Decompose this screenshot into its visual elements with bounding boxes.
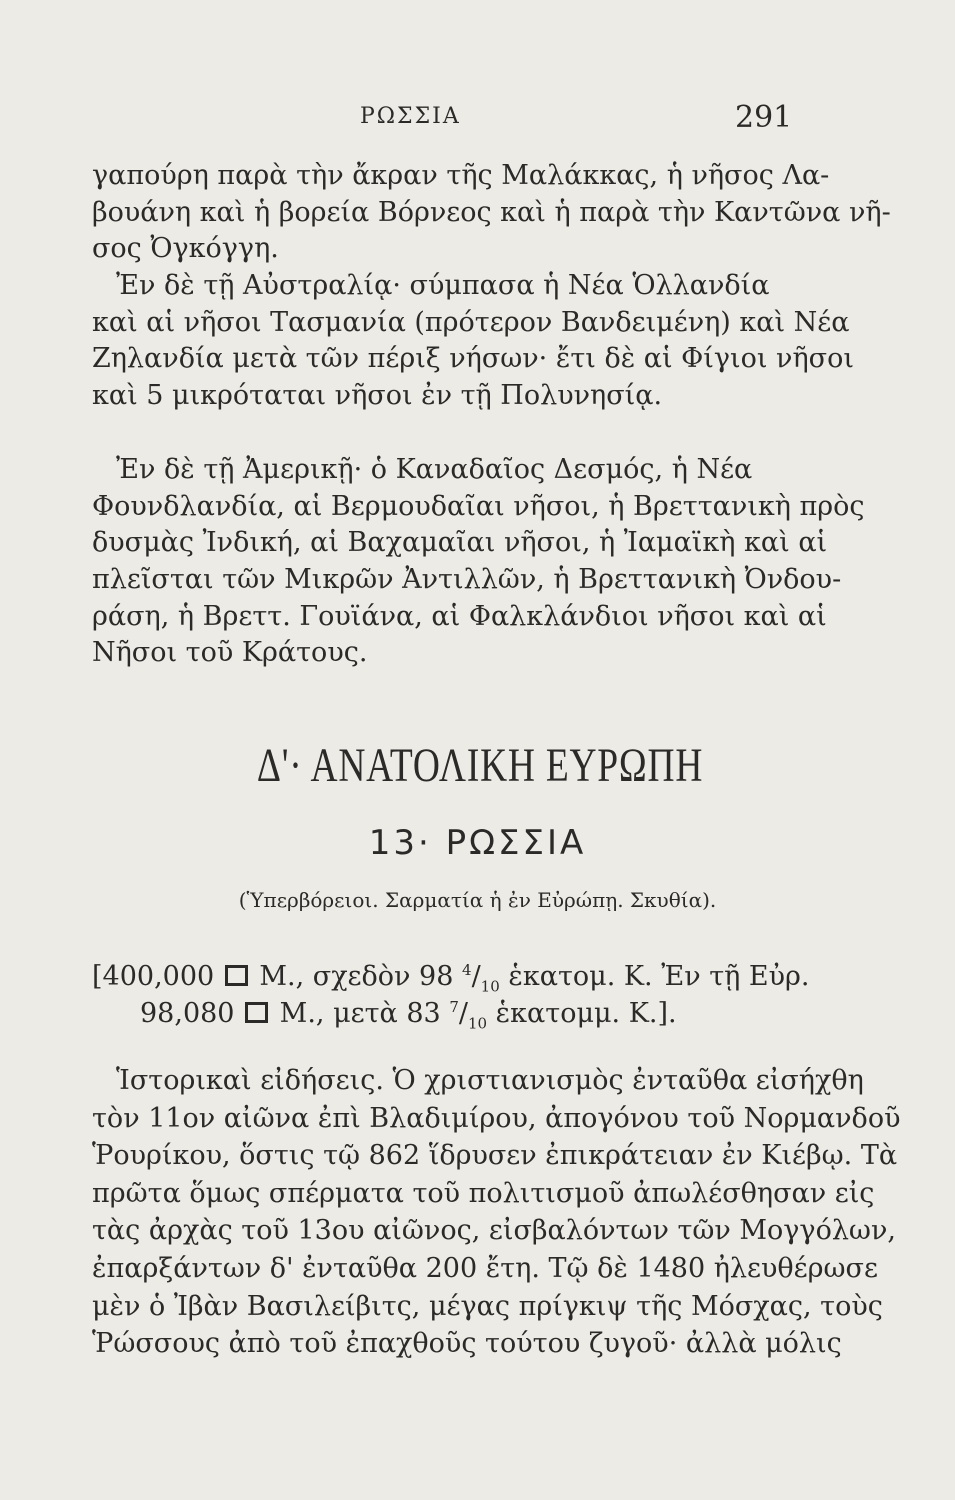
square-symbol-icon — [245, 1002, 268, 1023]
text-line: καὶ αἱ νῆσοι Τασμανία (πρότερον Βανδειμένη) καὶ Νέα — [92, 306, 850, 338]
text-line: ράση, ἡ Βρεττ. Γουϊάνα, αἱ Φαλκλάνδιοι νῆσοι καὶ αἱ — [92, 600, 827, 632]
text-line: γαπούρη παρὰ τὴν ἄκραν τῆς Μαλάκκας, ἡ νῆσος Λα- — [92, 160, 830, 191]
page-header — [0, 100, 955, 140]
text-line: δυσμὰς Ἰνδική, αἱ Βαχαμαῖαι νῆσοι, ἡ Ἰαμαϊκὴ καὶ αἱ — [92, 527, 828, 559]
text-line: Ζηλανδία μετὰ τῶν πέριξ νήσων· ἔτι δὲ αἱ Φίγιοι νῆσοι — [92, 343, 854, 375]
fraction-denominator: 10 — [480, 977, 500, 996]
stats-text: Μ., σχεδὸν 98 — [259, 961, 454, 992]
text-line: Ῥουρίκου, ὅστις τῷ 862 ἵδρυσεν ἐπικράτειαν ἐν Κιέβῳ. Τὰ — [92, 1140, 898, 1172]
stats-text: Μ., μετὰ 83 — [279, 997, 441, 1029]
stats-line: 98,080 Μ., μετὰ 83 $^7/_{10}$ ἑκατομμ. Κ.]. — [140, 997, 677, 1033]
text-line: Φουνδλανδία, αἱ Βερμουδαῖαι νῆσοι, ἡ Βρεττανικὴ πρὸς — [92, 490, 865, 522]
text-line: σος Ὀγκόγγη. — [92, 233, 279, 265]
paragraph-america-colonies — [92, 452, 865, 672]
paragraph-history — [92, 1062, 901, 1363]
text-line: βουάνη καὶ ἡ βορεία Βόρνεος καὶ ἡ παρὰ τὴν Καντῶνα νῆ- — [92, 196, 891, 228]
stats-text: ἑκατομ. Κ. Ἐν τῇ Εὐρ. — [508, 961, 810, 992]
text-line: τὸν 11ον αἰῶνα ἐπὶ Βλαδιμίρου, ἀπογόνου τοῦ Νορμανδοῦ — [92, 1102, 901, 1134]
page-number: 291 — [735, 100, 793, 135]
stats-line: [400,000 Μ., σχεδὸν 98 $^4/_{10}$ ἑκατομ. Κ. Ἐν τῇ Εὐρ. — [92, 961, 810, 996]
text-line: Ἐν δὲ τῇ Ἀμερικῇ· ὁ Καναδαῖος Δεσμός, ἡ Νέα — [116, 454, 753, 485]
text-line: Ῥώσσους ἀπὸ τοῦ ἐπαχθοῦς τούτου ζυγοῦ· ἀλλὰ μόλις — [92, 1328, 842, 1360]
text-line: πρῶτα ὅμως σπέρματα τοῦ πολιτισμοῦ ἀπωλέσθησαν εἰς — [92, 1177, 875, 1209]
text-line: καὶ 5 μικρόταται νῆσοι ἐν τῇ Πολυνησίᾳ. — [92, 380, 663, 412]
stats-text: ἑκατομμ. Κ.]. — [495, 997, 677, 1029]
text-line: ἐπαρξάντων δ' ἐνταῦθα 200 ἔτη. Τῷ δὲ 1480 ἠλευθέρωσε — [92, 1252, 878, 1284]
chapter-synonyms: (Ὑπερβόρειοι. Σαρματία ἡ ἐν Εὐρώπῃ. Σκυθία). — [238, 888, 717, 912]
text-line: τὰς ἀρχὰς τοῦ 13ου αἰῶνος, εἰσβαλόντων τῶν Μογγόλων, — [92, 1215, 896, 1247]
fraction-numerator: 4 — [462, 961, 472, 979]
text-line: Ἱστορικαὶ εἰδήσεις. Ὁ χριστιανισμὸς ἐνταῦθα εἰσήχθη — [116, 1065, 864, 1096]
running-head: ΡΩΣΣΙΑ — [360, 104, 461, 129]
text-line: πλεῖσται τῶν Μικρῶν Ἀντιλλῶν, ἡ Βρεττανικὴ Ὀνδου- — [92, 564, 842, 596]
text-line: μὲν ὁ Ἰβὰν Βασιλείβιτς, μέγας πρίγκιψ τῆς Μόσχας, τοὺς — [92, 1290, 883, 1322]
text-line: Νῆσοι τοῦ Κράτους. — [92, 637, 368, 669]
fraction-numerator: 7 — [449, 997, 459, 1016]
chapter-title: 13· ΡΩΣΣΙΑ — [368, 823, 587, 863]
stats-value: 98,080 — [140, 997, 235, 1029]
paragraph-asia-colonies — [92, 158, 891, 415]
stats-value: [400,000 — [92, 961, 215, 992]
area-population-stats — [92, 952, 810, 1033]
section-title: Δ'· ΑΝΑΤΟΛΙΚΗ ΕΥΡΩΠΗ — [256, 739, 704, 792]
square-symbol-icon — [225, 965, 248, 986]
fraction-denominator: 10 — [467, 1014, 488, 1033]
text-line: Ἐν δὲ τῇ Αὐστραλίᾳ· σύμπασα ἡ Νέα Ὁλλανδία — [116, 270, 770, 302]
